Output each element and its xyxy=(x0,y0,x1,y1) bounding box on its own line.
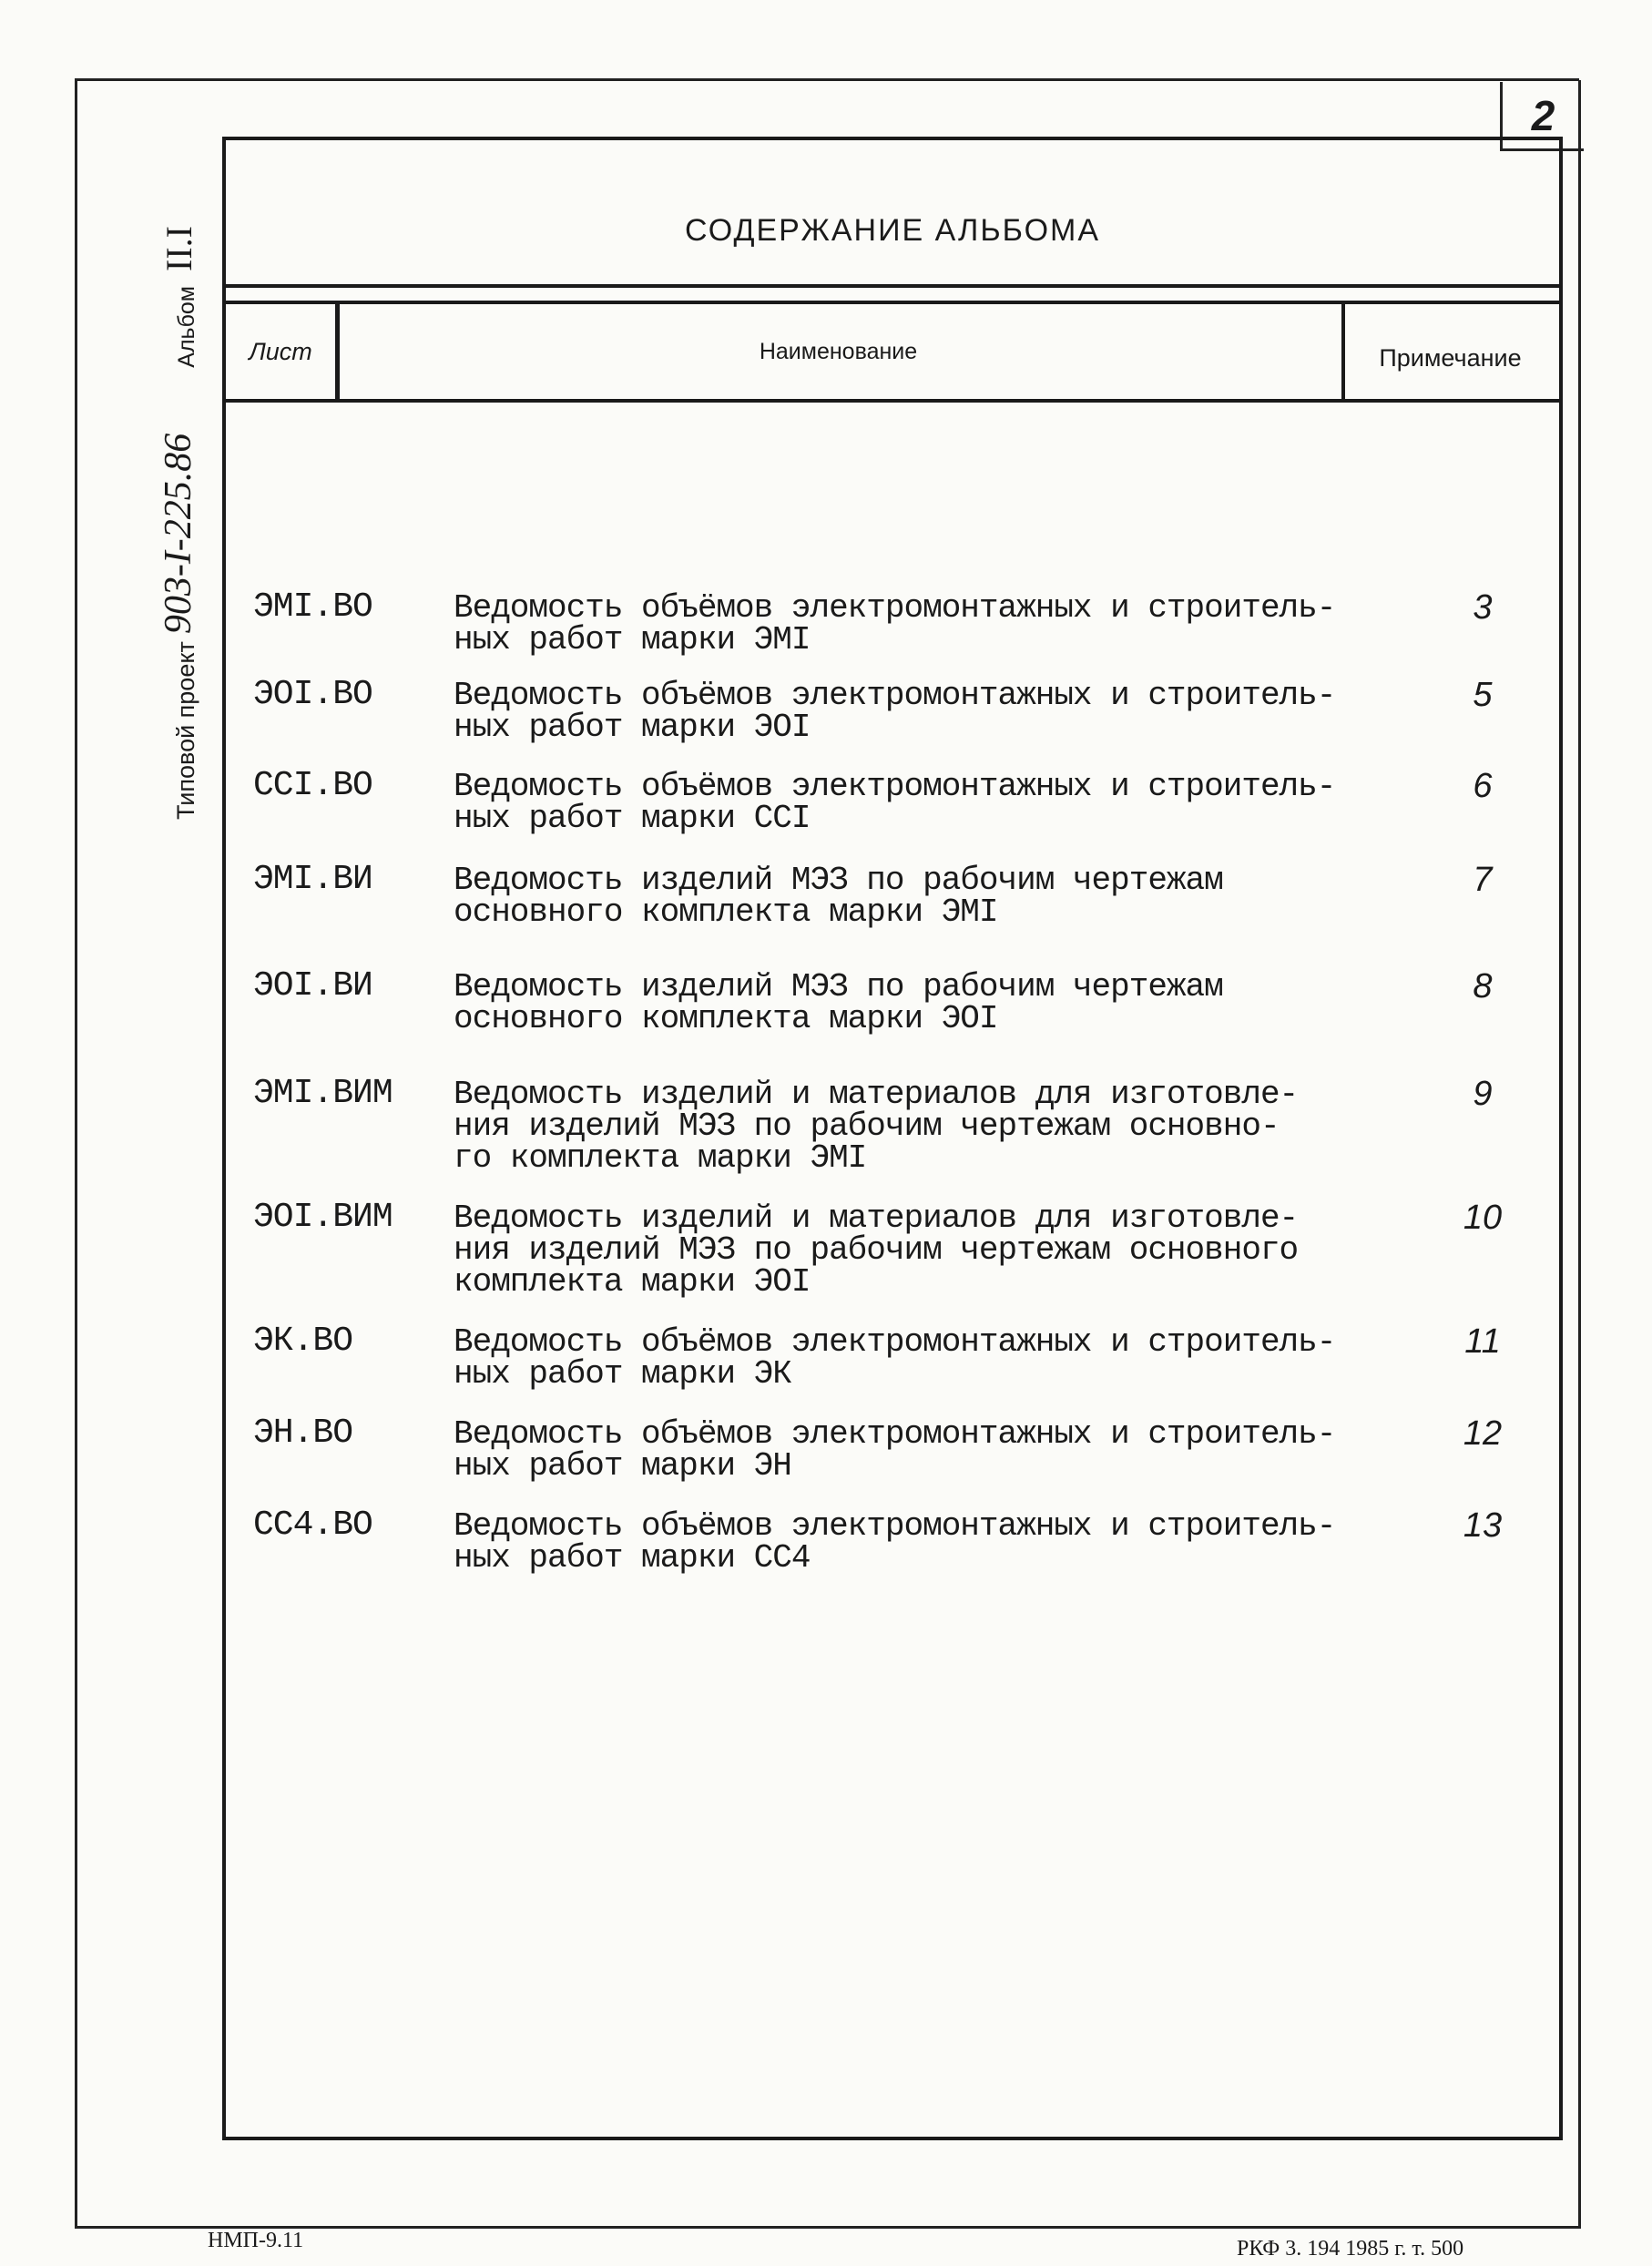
page-number: 2 xyxy=(1500,82,1584,151)
row-code: ЭОI.ВО xyxy=(253,675,372,714)
header-note: Примечание xyxy=(1379,343,1522,372)
header-name: Наименование xyxy=(335,304,1345,399)
row-note: 8 xyxy=(1473,967,1493,1005)
footer-left-mark: НМП-9.11 xyxy=(208,2229,304,2252)
side-stamp xyxy=(137,91,200,820)
outer-border-left xyxy=(75,78,77,2228)
page-title: СОДЕРЖАНИЕ АЛЬБОМА xyxy=(226,140,1559,288)
row-name: Ведомость изделий и материалов для изготовле- ния изделий МЭЗ по рабочим чертежам основно- го комплекта марки ЭМI xyxy=(454,1076,1299,1177)
row-name: Ведомость объёмов электромонтажных и строитель- ных работ марки ЭОI xyxy=(454,677,1336,746)
row-code: ЭМI.ВО xyxy=(253,587,372,627)
row-code: СС4.ВО xyxy=(253,1506,372,1545)
row-name: Ведомость объёмов электромонтажных и строитель- ных работ марки ЭМI xyxy=(454,589,1336,658)
outer-border-right xyxy=(1578,80,1581,2228)
row-note: 12 xyxy=(1463,1414,1503,1453)
row-code: ЭМI.ВИ xyxy=(253,860,372,899)
row-code: ЭМI.ВИМ xyxy=(253,1074,393,1113)
row-code: ЭК.ВО xyxy=(253,1322,353,1361)
album-number: II.I xyxy=(158,226,199,271)
row-name: Ведомость изделий и материалов для изготовле- ния изделий МЭЗ по рабочим чертежам основного комплекта марки ЭОI xyxy=(454,1199,1299,1301)
row-note: 9 xyxy=(1473,1075,1493,1113)
row-note: 13 xyxy=(1463,1506,1503,1545)
row-name: Ведомость изделий МЭЗ по рабочим чертежам основного комплекта марки ЭОI xyxy=(454,968,1223,1037)
row-code: ЭОI.ВИМ xyxy=(253,1198,393,1237)
project-label: Типовой проект xyxy=(172,641,199,820)
row-code: ССI.ВО xyxy=(253,766,372,805)
header-sheet: Лист xyxy=(226,304,340,399)
row-note: 7 xyxy=(1473,861,1493,899)
footer-right-mark: РКФ 3. 194 1985 г. т. 500 xyxy=(1237,2237,1464,2261)
row-note: 3 xyxy=(1473,588,1493,627)
row-code: ЭН.ВО xyxy=(253,1414,353,1453)
row-name: Ведомость объёмов электромонтажных и строитель- ных работ марки ЭК xyxy=(454,1323,1336,1393)
contents-frame xyxy=(222,137,1563,2140)
row-name: Ведомость объёмов электромонтажных и строитель- ных работ марки ЭН xyxy=(454,1415,1336,1485)
row-name: Ведомость изделий МЭЗ по рабочим чертежам основного комплекта марки ЭМI xyxy=(454,862,1223,931)
album-label: Альбом xyxy=(174,286,199,368)
row-note: 5 xyxy=(1473,676,1493,714)
project-number: 903-I-225.86 xyxy=(158,433,199,635)
row-note: 11 xyxy=(1464,1322,1501,1361)
table-header xyxy=(226,301,1559,403)
row-name: Ведомость объёмов электромонтажных и строитель- ных работ марки ССI xyxy=(454,768,1336,837)
row-name: Ведомость объёмов электромонтажных и строитель- ных работ марки СС4 xyxy=(454,1507,1336,1577)
row-note: 6 xyxy=(1473,767,1493,805)
row-code: ЭОI.ВИ xyxy=(253,966,372,1005)
outer-border-top xyxy=(76,78,1579,81)
row-note: 10 xyxy=(1463,1199,1503,1237)
